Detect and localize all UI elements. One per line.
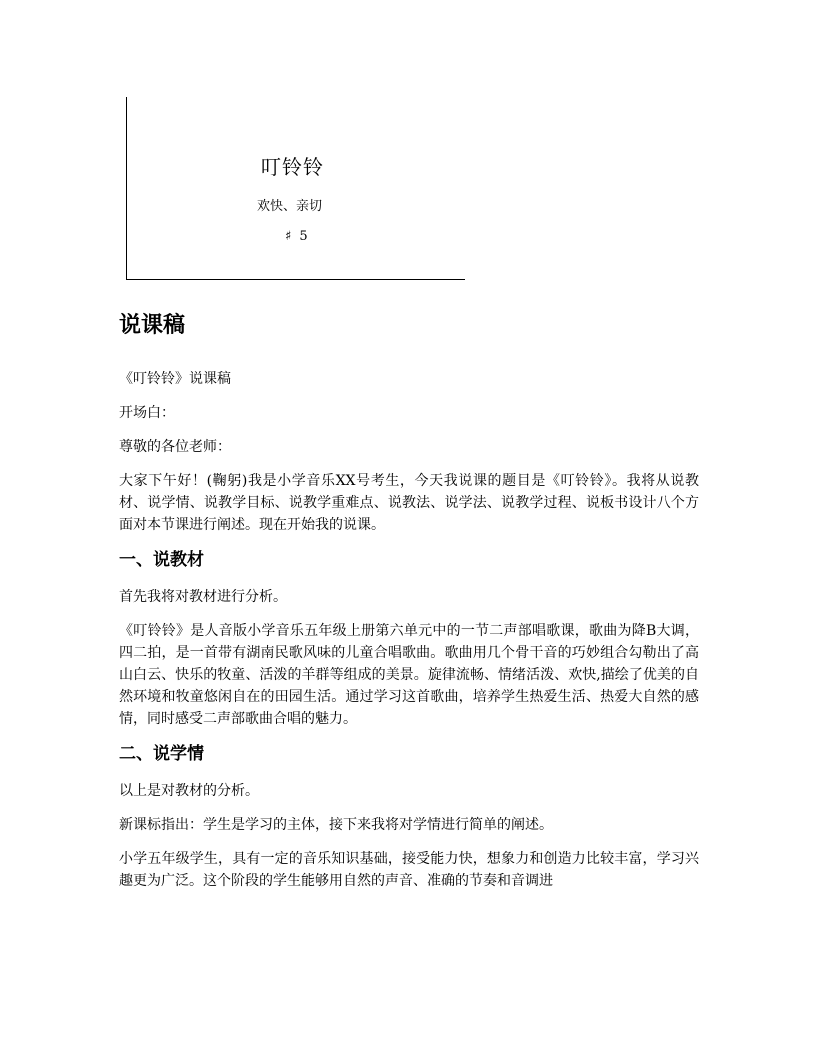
paragraph: 新课标指出：学生是学习的主体，接下来我将对学情进行简单的阐述。 [119,817,553,833]
tempo-marking: 欢快、亲切 [257,199,323,214]
section-heading-textbook: 一、说教材 [119,550,204,570]
song-title: 叮铃铃 [261,155,324,179]
page-title: 说课稿 [119,313,186,338]
paragraph: 《叮铃铃》是人音版小学音乐五年级上册第六单元中的一节二声部唱歌课，歌曲为降B大调，四二拍，是一首带有湖南民歌风味的儿童合唱歌曲。歌曲用几个骨干音的巧妙组合勾勒出了高山白云、快乐的牧童、活泼的羊群等组成的美景。旋律流畅、情绪活泼、欢快,描绘了优美的自然环境和牧童悠闲自在的田园生活。通过学习这首歌曲，培养学生热爱生活、热爱大自然的感情，同时感受二声部歌曲合唱的魅力。 [119,623,699,727]
score-excerpt [126,97,465,280]
opening-label: 开场白： [119,405,175,421]
doc-title: 《叮铃铃》说课稿 [119,371,231,387]
key-signature: ♯ 5 [285,229,310,244]
paragraph: 以上是对教材的分析。 [119,783,259,799]
paragraph: 首先我将对教材进行分析。 [119,589,287,605]
document-body [119,308,699,904]
section-heading-students: 二、说学情 [119,744,204,764]
opening-paragraph: 大家下午好！(鞠躬)我是小学音乐XX号考生，今天我说课的题目是《叮铃铃》。我将从说教材、说学情、说教学目标、说教学重难点、说教法、说学法、说教学过程、说板书设计八个方面对本节课进行阐述。现在开始我的说课。 [119,473,699,533]
paragraph: 小学五年级学生，具有一定的音乐知识基础，接受能力快，想象力和创造力比较丰富，学习兴趣更为广泛。这个阶段的学生能够用自然的声音、准确的节奏和音调进 [119,851,699,889]
greeting: 尊敬的各位老师： [119,439,231,455]
